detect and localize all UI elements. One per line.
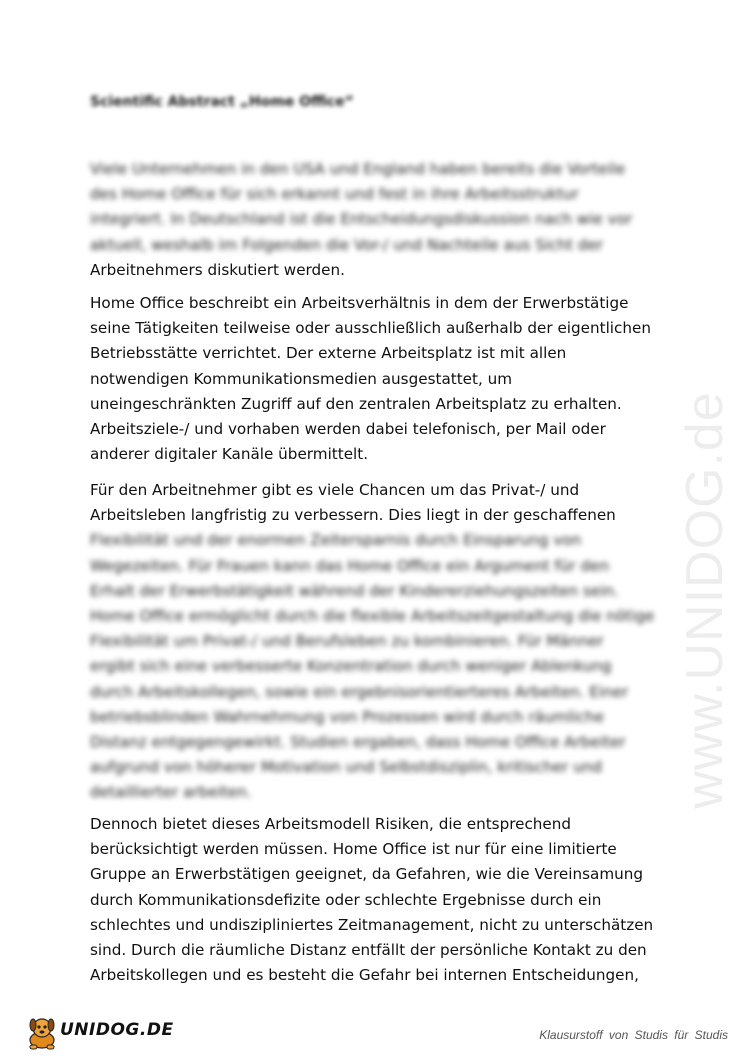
paragraph-chances (90, 478, 665, 806)
text-line: Arbeitskollegen und es besteht die Gefahr bei internen Entscheidungen, (90, 966, 639, 985)
text-line: Wegezeiten. Für Frauen kann das Home Office ein Argument für den (90, 556, 610, 575)
watermark: www.UNIDOG.de (676, 391, 734, 809)
text-line: sind. Durch die räumliche Distanz entfällt der persönliche Kontakt zu den (90, 941, 647, 960)
text-line: aktuell, weshalb im Folgenden die Vor-/ und Nachteile aus Sicht der (90, 235, 604, 254)
paragraph-intro (90, 157, 665, 283)
document-title: Scientific Abstract „Home Office“ (90, 94, 354, 110)
text-line: schlechtes und undiszipliniertes Zeitmanagement, nicht zu unterschätzen (90, 915, 654, 934)
text-line: durch Arbeitskollegen, sowie ein ergebnisorientierteres Arbeiten. Einer (90, 682, 629, 701)
text-line: berücksichtigt werden müssen. Home Office ist nur für eine limitierte (90, 840, 617, 859)
footer-tagline: Klausurstoff von Studis für Studis (539, 1028, 728, 1042)
text-line: anderer digitaler Kanäle übermittelt. (90, 445, 369, 464)
text-line: integriert. In Deutschland ist die Entscheidungsdiskussion nach wie vor (90, 210, 633, 229)
text-line: aufgrund von höherer Motivation und Selbstdisziplin, kritischer und (90, 758, 602, 777)
text-line: Flexibilität um Privat-/ und Berufsleben zu kombinieren. Für Männer (90, 632, 604, 651)
text-line: Für den Arbeitnehmer gibt es viele Chancen um das Privat-/ und (90, 481, 580, 499)
logo-text: UNIDOG.DE (60, 1020, 174, 1040)
text-line: Arbeitsleben langfristig zu verbessern. Dies liegt in der geschaffenen (90, 506, 616, 525)
paragraph-definition (90, 291, 665, 467)
dog-mascot-icon (22, 1012, 62, 1052)
text-line: Distanz entgegengewirkt. Studien ergaben, dass Home Office Arbeiter (90, 733, 626, 752)
text-line: Erhalt der Erwerbstätigkeit während der Kindererziehungszeiten sein. (90, 581, 619, 600)
text-line: notwendigen Kommunikationsmedien ausgestattet, um (90, 369, 513, 388)
text-line: uneingeschränkten Zugriff auf den zentralen Arbeitsplatz zu erhalten. (90, 394, 622, 413)
text-line: Betriebsstätte verrichtet. Der externe Arbeitsplatz ist mit allen (90, 344, 567, 363)
text-line: Dennoch bietet dieses Arbeitsmodell Risiken, die entsprechend (90, 815, 572, 833)
text-line: des Home Office für sich erkannt und fest in ihre Arbeitsstruktur (90, 185, 579, 204)
text-line: durch Kommunikationsdefizite oder schlechte Ergebnisse durch ein (90, 890, 602, 909)
unidog-logo (22, 1012, 174, 1052)
text-line: Arbeitsziele-/ und vorhaben werden dabei telefonisch, per Mail oder (90, 420, 606, 439)
text-line: Arbeitnehmers diskutiert werden. (90, 260, 345, 279)
text-line: Flexibilität und der enormen Zeitersparnis durch Einsparung von (90, 531, 582, 550)
text-line: ergibt sich eine verbesserte Konzentration durch weniger Ablenkung (90, 657, 612, 676)
text-line: Gruppe an Erwerbstätigen geeignet, da Gefahren, wie die Vereinsamung (90, 865, 643, 884)
text-line: betriebsblinden Wahrnehmung von Prozessen wird durch räumliche (90, 707, 605, 726)
paragraph-risks (90, 812, 665, 988)
text-line: Home Office ermöglicht durch die flexible Arbeitszeitgestaltung die nötige (90, 607, 655, 626)
text-line: seine Tätigkeiten teilweise oder ausschließlich außerhalb der eigentlichen (90, 319, 651, 338)
text-line: Viele Unternehmen in den USA und England haben bereits die Vorteile (90, 160, 626, 178)
text-line: detaillierter arbeiten. (90, 783, 252, 802)
text-line: Home Office beschreibt ein Arbeitsverhältnis in dem der Erwerbstätige (90, 294, 629, 312)
